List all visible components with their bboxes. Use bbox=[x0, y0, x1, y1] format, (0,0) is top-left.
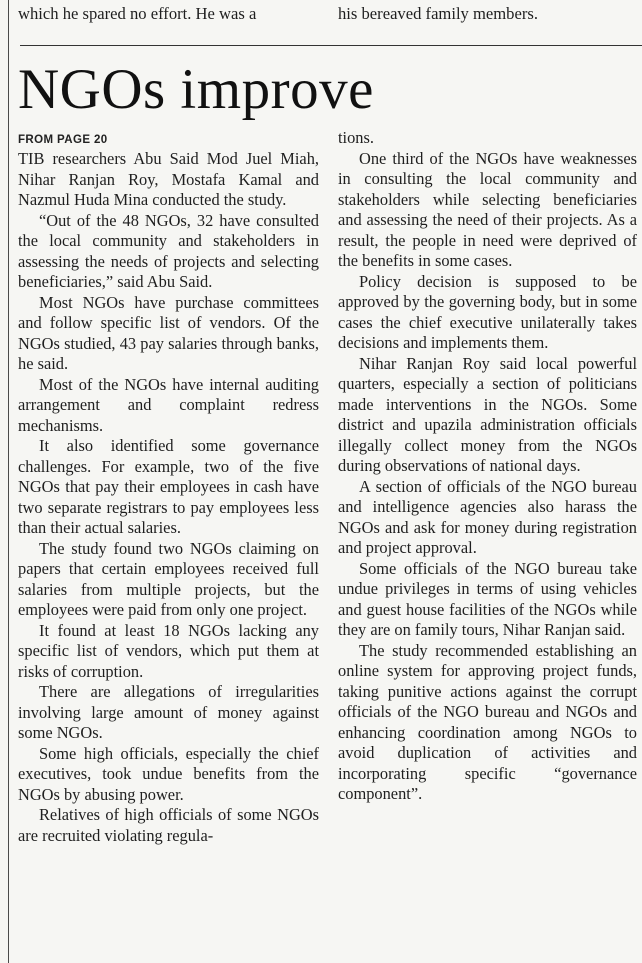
paragraph: Relatives of high officials of some NGOs are recruited violating regula- bbox=[18, 805, 319, 845]
paragraph: Most NGOs have purchase committees and follow specific list of vendors. Of the NGOs studied, 43 pay salaries through banks, he said. bbox=[18, 292, 319, 373]
paragraph: Some high officials, especially the chief executives, took undue benefits from the NGOs by abusing power. bbox=[18, 743, 319, 804]
previous-story-right-text: his bereaved family members. bbox=[338, 4, 538, 23]
paragraph: Policy decision is supposed to be approved by the governing body, but in some cases the chief executive unilaterally takes decisions and implements them. bbox=[338, 271, 637, 352]
column-rule bbox=[8, 0, 9, 963]
paragraph: It found at least 18 NGOs lacking any specific list of vendors, which put them at risks of corruption. bbox=[18, 620, 319, 681]
paragraph: The study found two NGOs claiming on papers that certain employees received full salaries from multiple projects, but the employees were paid from only one project. bbox=[18, 538, 319, 619]
paragraph: It also identified some governance challenges. For example, two of the five NGOs that pay their employees in cash have two separate registrars to pay employees less than their actual salaries. bbox=[18, 436, 319, 537]
paragraph: Some officials of the NGO bureau take undue privileges in terms of using vehicles and guest house facilities of the NGOs while they are on family tours, Nihar Ranjan said. bbox=[338, 558, 637, 639]
article-column-left bbox=[18, 128, 319, 846]
paragraph: A section of officials of the NGO bureau and intelligence agencies also harass the NGOs and ask for money during registration and project approval. bbox=[338, 476, 637, 557]
paragraph: There are allegations of irregularities involving large amount of money against some NGOs. bbox=[18, 682, 319, 742]
previous-story-left-fragment bbox=[18, 0, 319, 30]
paragraph: One third of the NGOs have weaknesses in consulting the local community and stakeholders while selecting beneficiaries and assessing the need of their projects. As a result, the people in need were deprived of the benefits in some cases. bbox=[338, 148, 637, 270]
previous-story-right-fragment bbox=[338, 0, 637, 30]
section-divider bbox=[20, 45, 642, 46]
paragraph: tions. bbox=[338, 128, 374, 147]
article-column-right bbox=[338, 128, 637, 805]
paragraph: TIB researchers Abu Said Mod Juel Miah, Nihar Ranjan Roy, Mostafa Kamal and Nazmul Huda Mina conducted the study. bbox=[18, 149, 319, 209]
paragraph: “Out of the 48 NGOs, 32 have consulted the local community and stakeholders in assessing the needs of projects and selecting beneficiaries,” said Abu Said. bbox=[18, 210, 319, 291]
previous-story-left-text: which he spared no effort. He was a bbox=[18, 4, 257, 23]
headline: NGOs improve bbox=[18, 58, 374, 121]
paragraph: Nihar Ranjan Roy said local powerful quarters, especially a section of politicians made interventions in the NGOs. Some district and upazila administration officials illegally collect money from the NGOs during observations of national days. bbox=[338, 353, 637, 475]
continuation-kicker: FROM PAGE 20 bbox=[18, 134, 108, 146]
paragraph: The study recommended establishing an online system for approving project funds, taking punitive actions against the corrupt officials of the NGO bureau and NGOs and enhancing coordination among NGOs to avoid duplication of activities and incorporating specific “governance component”. bbox=[338, 640, 637, 803]
paragraph: Most of the NGOs have internal auditing arrangement and complaint redress mechanisms. bbox=[18, 374, 319, 435]
